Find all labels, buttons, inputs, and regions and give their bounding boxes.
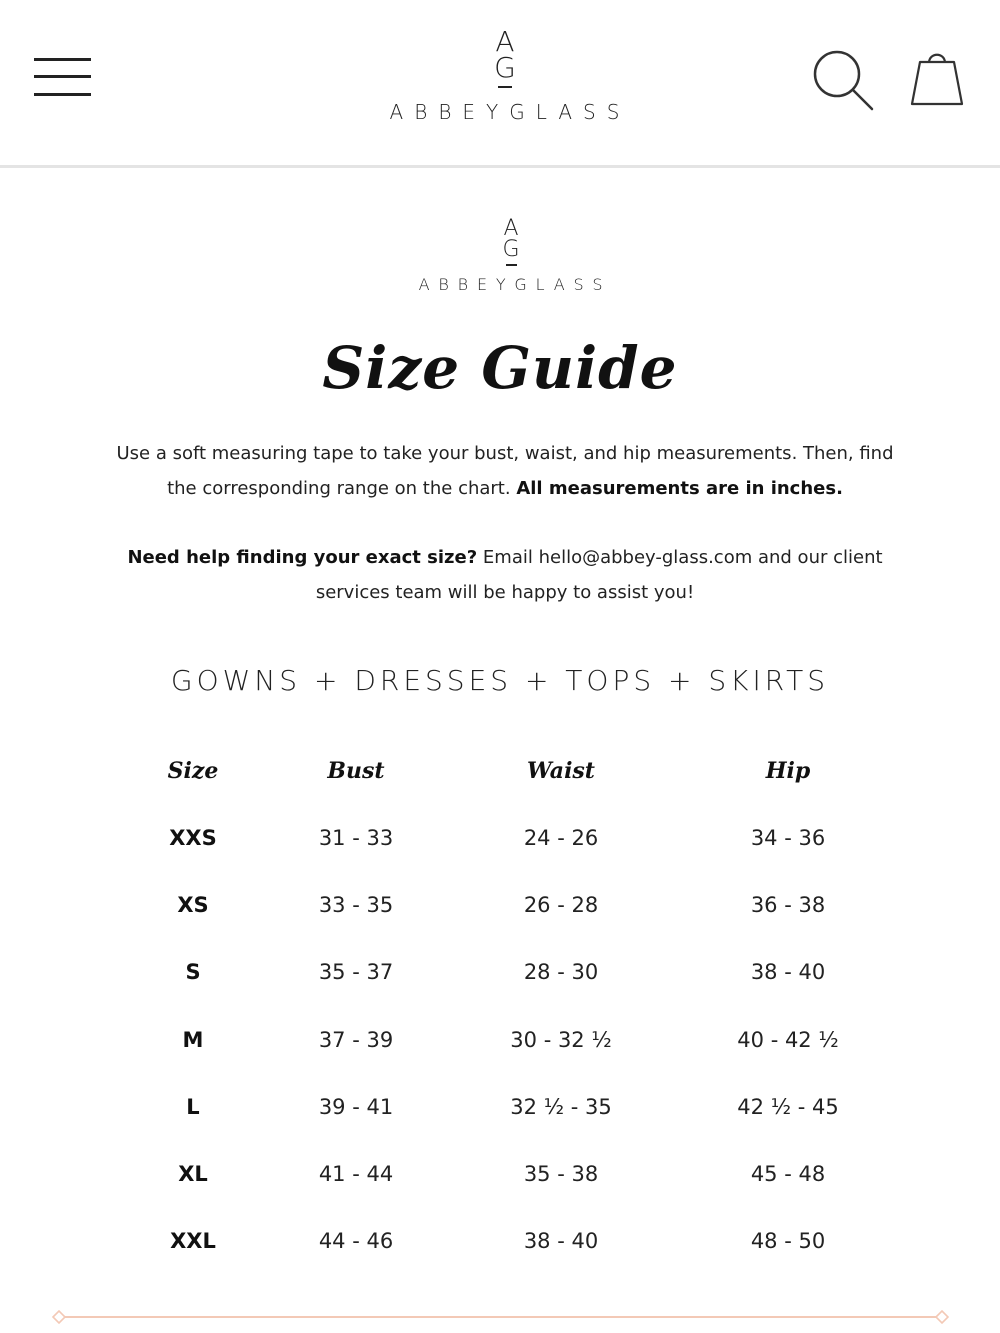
table-cell-bust: 35 - 37: [318, 960, 394, 984]
monogram-letter-g: G: [502, 237, 520, 262]
table-cell-waist: 30 - 32 ½: [510, 1028, 612, 1052]
table-cell-hip: 40 - 42 ½: [737, 1028, 839, 1052]
table-cell-hip: 42 ½ - 45: [737, 1095, 839, 1119]
search-icon[interactable]: [810, 48, 876, 112]
table-cell-bust: 31 - 33: [318, 826, 394, 850]
help-paragraph: [100, 540, 910, 610]
header-size: Size: [167, 758, 219, 784]
table-cell-bust: 44 - 46: [318, 1229, 394, 1253]
table-cell-waist: 35 - 38: [523, 1162, 599, 1186]
header-hip: Hip: [765, 758, 811, 784]
table-cell-size: XXL: [170, 1229, 216, 1253]
table-cell-size: XS: [177, 893, 209, 917]
help-text: Email hello@abbey-glass.com and our client services team will be happy to assist you!: [315, 547, 883, 603]
table-cell-hip: 48 - 50: [750, 1229, 826, 1253]
section-heading: GOWNS + DRESSES + TOPS + SKIRTS: [170, 664, 830, 697]
header-bust: Bust: [327, 758, 385, 784]
table-cell-bust: 41 - 44: [318, 1162, 394, 1186]
table-cell-hip: 38 - 40: [750, 960, 826, 984]
intro-bold-note: All measurements are in inches.: [516, 478, 843, 499]
table-cell-size: XL: [178, 1162, 208, 1186]
table-cell-hip: 36 - 38: [750, 893, 826, 917]
shopping-bag-icon[interactable]: [910, 50, 964, 108]
table-cell-size: M: [182, 1028, 204, 1052]
content-brand-logo: [395, 218, 627, 294]
table-cell-size: S: [185, 960, 201, 984]
table-cell-hip: 34 - 36: [750, 826, 826, 850]
monogram-bar: [506, 264, 517, 266]
menu-line: [34, 93, 91, 96]
site-header: [0, 0, 1000, 168]
content-monogram: [395, 218, 627, 266]
table-cell-size: L: [186, 1095, 200, 1119]
page-title: Size Guide: [322, 334, 678, 402]
brand-monogram: [365, 25, 645, 88]
help-bold-question: Need help finding your exact size?: [127, 547, 478, 568]
monogram-bar: [498, 86, 512, 88]
table-cell-bust: 37 - 39: [318, 1028, 394, 1052]
table-cell-waist: 24 - 26: [523, 826, 599, 850]
table-cell-waist: 38 - 40: [523, 1229, 599, 1253]
decorative-divider: [52, 1310, 949, 1324]
hamburger-menu-icon[interactable]: [34, 58, 92, 98]
table-cell-hip: 45 - 48: [750, 1162, 826, 1186]
monogram-letter-a: A: [503, 216, 519, 241]
table-cell-bust: 33 - 35: [318, 893, 394, 917]
table-cell-waist: 26 - 28: [523, 893, 599, 917]
menu-line: [34, 75, 91, 78]
brand-logo-link[interactable]: [365, 25, 645, 124]
table-cell-bust: 39 - 41: [318, 1095, 394, 1119]
table-cell-waist: 32 ½ - 35: [510, 1095, 612, 1119]
brand-wordmark: ABBEYGLASS: [389, 100, 631, 124]
intro-text: Use a soft measuring tape to take your bust, waist, and hip measurements. Then, find the corresponding range on the chart.: [116, 443, 894, 499]
content-wordmark: ABBEYGLASS: [418, 275, 612, 294]
table-cell-waist: 28 - 30: [523, 960, 599, 984]
header-waist: Waist: [527, 758, 595, 784]
monogram-letter-a: A: [495, 25, 515, 58]
monogram-letter-g: G: [494, 51, 516, 84]
table-cell-size: XXS: [169, 826, 217, 850]
menu-line: [34, 58, 91, 61]
intro-paragraph: [110, 436, 900, 506]
